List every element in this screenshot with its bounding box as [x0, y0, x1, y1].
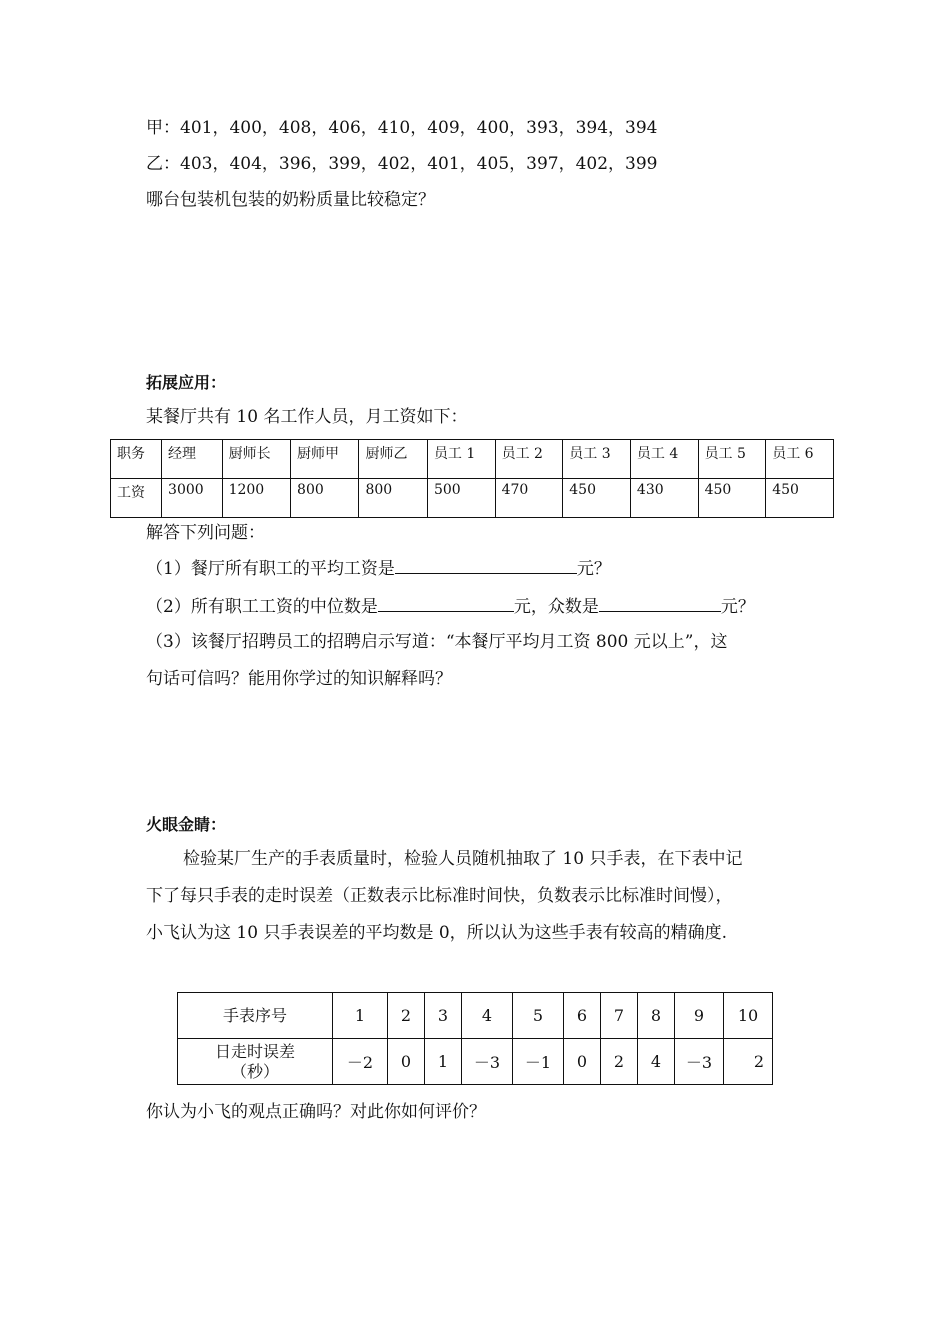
table-cell: 员工 2	[495, 440, 563, 479]
paragraph-line2: 下了每只手表的走时误差（正数表示比标准时间快，负数表示比标准时间慢），	[146, 886, 733, 906]
table-cell: 5	[513, 993, 564, 1039]
question-1-text: （1）餐厅所有职工的平均工资是	[146, 559, 395, 579]
row-label-main: 日走时误差	[214, 1041, 295, 1061]
table-cell: 450	[766, 479, 834, 518]
table-cell: 厨师乙	[359, 440, 427, 479]
table-cell: 员工 5	[698, 440, 766, 479]
table-row	[178, 993, 773, 1039]
table-cell: 员工 1	[427, 440, 495, 479]
question-3-line1: （3）该餐厅招聘员工的招聘启示写道：“本餐厅平均月工资 800 元以上”，这	[146, 632, 728, 652]
table-cell: 2	[388, 993, 425, 1039]
table-row	[111, 479, 834, 518]
table-cell: 手表序号	[178, 993, 333, 1039]
question-2-mid: 元，众数是	[513, 597, 599, 617]
table-cell: －3	[675, 1039, 724, 1085]
question-2	[146, 594, 755, 618]
table-cell: 工资	[111, 479, 162, 518]
question-1	[146, 556, 611, 580]
table-cell: 800	[291, 479, 359, 518]
paragraph-line3: 小飞认为这 10 只手表误差的平均数是 0，所以认为这些手表有较高的精确度.	[146, 923, 728, 943]
table-cell: 员工 6	[766, 440, 834, 479]
answer-blank-median[interactable]	[378, 594, 514, 612]
table-cell: 1	[425, 1039, 462, 1085]
table-cell: 经理	[162, 440, 223, 479]
data-line-yi: 乙：403，404，396，399，402，401，405，397，402，399	[146, 154, 658, 174]
table-cell: 430	[630, 479, 698, 518]
data-line-jia: 甲：401，400，408，406，410，409，400，393，394，394	[146, 118, 658, 138]
heading-extension: 拓展应用：	[146, 373, 227, 392]
table-cell: 500	[427, 479, 495, 518]
table-cell: 0	[388, 1039, 425, 1085]
question-2-unit: 元？	[720, 597, 755, 617]
table-cell: 厨师长	[222, 440, 290, 479]
table-cell: 职务	[111, 440, 162, 479]
table-cell: －2	[333, 1039, 388, 1085]
table-cell: 800	[359, 479, 427, 518]
table-cell: 1200	[222, 479, 290, 518]
row-label-unit: （秒）	[230, 1061, 279, 1081]
question-1-unit: 元？	[576, 559, 611, 579]
table-cell: 7	[601, 993, 638, 1039]
table-cell: 2	[724, 1039, 773, 1085]
table-cell: 4	[462, 993, 513, 1039]
table-cell: －1	[513, 1039, 564, 1085]
watch-error-table	[177, 992, 773, 1085]
table-cell: 2	[601, 1039, 638, 1085]
question-3-line2: 句话可信吗？能用你学过的知识解释吗？	[146, 669, 452, 689]
answer-prompt: 解答下列问题：	[146, 523, 265, 543]
heading-sharp-eyes: 火眼金睛：	[146, 815, 227, 834]
answer-blank-mode[interactable]	[599, 594, 721, 612]
table-row	[111, 440, 834, 479]
table-cell: －3	[462, 1039, 513, 1085]
table-cell: 厨师甲	[291, 440, 359, 479]
question-opinion: 你认为小飞的观点正确吗？对此你如何评价？	[146, 1102, 486, 1122]
table-cell: 8	[638, 993, 675, 1039]
table-cell: 员工 3	[563, 440, 631, 479]
table-cell: 9	[675, 993, 724, 1039]
table-cell: 0	[564, 1039, 601, 1085]
paragraph-line1: 检验某厂生产的手表质量时，检验人员随机抽取了 10 只手表，在下表中记	[183, 849, 743, 869]
table-cell: 4	[638, 1039, 675, 1085]
table-cell: 员工 4	[630, 440, 698, 479]
question-2-text: （2）所有职工工资的中位数是	[146, 597, 378, 617]
table-cell: 450	[563, 479, 631, 518]
table-cell: 3000	[162, 479, 223, 518]
salary-table	[110, 439, 834, 518]
table-cell: 10	[724, 993, 773, 1039]
table-cell: 470	[495, 479, 563, 518]
table-cell: 6	[564, 993, 601, 1039]
question-stability: 哪台包装机包装的奶粉质量比较稳定？	[146, 190, 435, 210]
answer-blank-mean[interactable]	[395, 556, 577, 574]
table-cell-label	[178, 1039, 333, 1085]
table-row	[178, 1039, 773, 1085]
salary-intro: 某餐厅共有 10 名工作人员，月工资如下：	[146, 407, 468, 427]
table-cell: 1	[333, 993, 388, 1039]
table-cell: 450	[698, 479, 766, 518]
table-cell: 3	[425, 993, 462, 1039]
